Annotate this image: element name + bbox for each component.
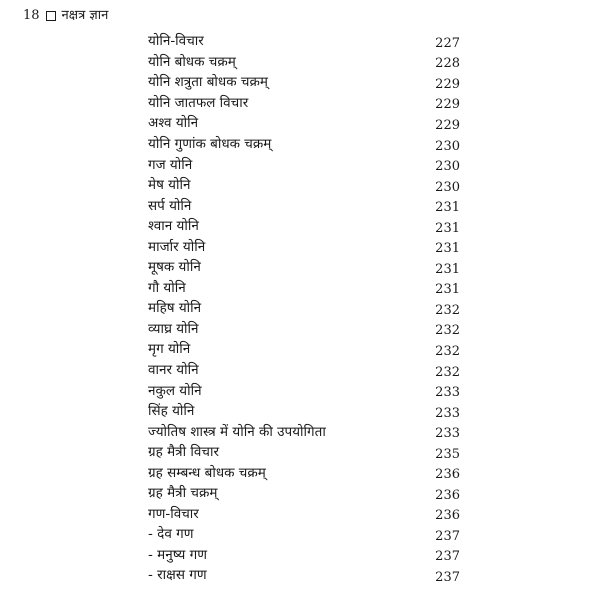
toc-entry-page: 229: [435, 97, 460, 113]
toc-entry-title: सिंह योनि: [148, 403, 195, 420]
toc-entry-page: 236: [435, 467, 460, 483]
toc-entry: [148, 318, 460, 339]
toc-entry-page: 232: [435, 323, 460, 339]
toc-entry-page: 235: [435, 446, 460, 462]
toc-entry-page: 231: [435, 241, 460, 257]
toc-entry-page: 232: [435, 302, 460, 318]
toc-entry-title: ग्रह सम्बन्ध बोधक चक्रम्: [148, 464, 266, 481]
toc-entry-title: सर्प योनि: [148, 197, 192, 214]
toc-entry-title: गौ योनि: [148, 279, 186, 296]
toc-entry: [148, 544, 460, 565]
toc-entry-title: श्वान योनि: [148, 218, 199, 235]
toc-entry-title: नकुल योनि: [148, 382, 202, 399]
toc-entry: [148, 71, 460, 92]
toc-entry: [148, 112, 460, 133]
toc-entry-title: मेष योनि: [148, 177, 191, 194]
toc-entry-title: व्याघ्र योनि: [148, 320, 199, 337]
toc-entry-page: 230: [435, 138, 460, 154]
toc-entry: [148, 256, 460, 277]
toc-entry-page: 233: [435, 426, 460, 442]
page-number: 18: [23, 8, 40, 23]
toc-entry-title: - देव गण: [148, 526, 194, 543]
toc-entry-title: गज योनि: [148, 156, 193, 173]
toc-entry-page: 229: [435, 117, 460, 133]
toc-entry: [148, 51, 460, 72]
toc-entry-title: ग्रह मैत्री चक्रम्: [148, 485, 218, 502]
toc-entry: [148, 338, 460, 359]
toc-entry-title: योनि-विचार: [148, 33, 204, 50]
toc-entry-title: गण-विचार: [148, 505, 199, 522]
toc-entry: [148, 461, 460, 482]
toc-entry: [148, 359, 460, 380]
toc-entry-page: 233: [435, 385, 460, 401]
toc-entry-title: ज्योतिष शास्त्र में योनि की उपयोगिता: [148, 423, 326, 440]
toc-entry-title: वानर योनि: [148, 362, 199, 379]
toc-entry-title: योनि जातफल विचार: [148, 94, 249, 111]
toc-entry: [148, 503, 460, 524]
toc-entry: [148, 420, 460, 441]
toc-entry: [148, 92, 460, 113]
toc-entry: [148, 400, 460, 421]
toc-entry-page: 231: [435, 220, 460, 236]
toc-entry: [148, 564, 460, 585]
toc-entry-page: 232: [435, 364, 460, 380]
toc-entry: [148, 194, 460, 215]
toc-entry-page: 229: [435, 76, 460, 92]
toc-entry-title: योनि बोधक चक्रम्: [148, 53, 236, 70]
toc-entry-page: 230: [435, 179, 460, 195]
toc-entry-page: 232: [435, 343, 460, 359]
toc-entry-page: 237: [435, 570, 460, 585]
toc-entry-title: महिष योनि: [148, 300, 202, 317]
toc-entry-page: 237: [435, 549, 460, 565]
toc-entry: [148, 297, 460, 318]
toc-entry: [148, 133, 460, 154]
toc-entry-page: 231: [435, 200, 460, 216]
toc-entry-title: - मनुष्य गण: [148, 546, 208, 563]
toc-entry-page: 230: [435, 159, 460, 175]
toc-entry: [148, 379, 460, 400]
toc-entry: [148, 153, 460, 174]
toc-entry-title: मार्जार योनि: [148, 238, 206, 255]
toc-entry: [148, 30, 460, 51]
table-of-contents: [148, 30, 460, 585]
toc-entry-page: 231: [435, 261, 460, 277]
toc-entry: [148, 482, 460, 503]
toc-entry-title: मूषक योनि: [148, 259, 201, 276]
square-bullet-icon: [46, 11, 56, 21]
toc-entry: [148, 215, 460, 236]
toc-entry-title: योनि शत्रुता बोधक चक्रम्: [148, 74, 268, 91]
toc-entry-title: ग्रह मैत्री विचार: [148, 444, 219, 461]
toc-entry-page: 236: [435, 508, 460, 524]
toc-entry-page: 227: [435, 35, 460, 51]
toc-entry-page: 237: [435, 528, 460, 544]
toc-entry-page: 236: [435, 487, 460, 503]
toc-entry-title: अश्व योनि: [148, 115, 199, 132]
toc-entry-title: योनि गुणांक बोधक चक्रम्: [148, 136, 272, 152]
toc-entry-page: 233: [435, 405, 460, 421]
toc-entry-page: 231: [435, 282, 460, 298]
toc-entry: [148, 523, 460, 544]
page-header: [23, 8, 108, 24]
toc-entry: [148, 441, 460, 462]
toc-entry: [148, 277, 460, 298]
toc-entry-page: 228: [435, 56, 460, 72]
toc-entry-title: - राक्षस गण: [148, 567, 207, 584]
toc-entry: [148, 235, 460, 256]
toc-entry-title: मृग योनि: [148, 341, 191, 358]
book-title: नक्षत्र ज्ञान: [61, 8, 109, 23]
toc-entry: [148, 174, 460, 195]
